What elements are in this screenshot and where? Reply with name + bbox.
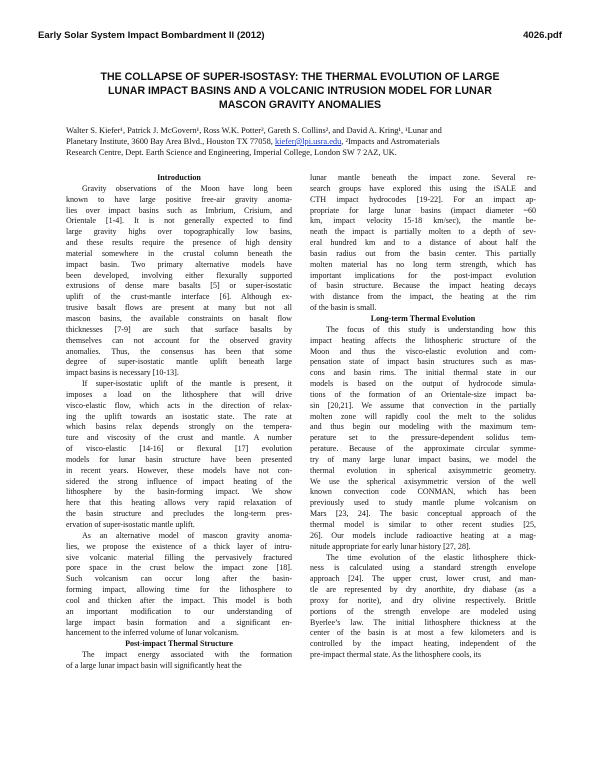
text-line: hancement to the inferred volume of lunar volcanism. bbox=[66, 628, 239, 638]
text-line: anomalies. Thus, the consensus has been that some bbox=[66, 346, 292, 356]
text-line: approach [24]. The upper crust, lower crust, and man- bbox=[310, 574, 536, 584]
author-line: Research Centre, Dept. Earth Science and Engineering, Imperial College, London SW 7 2AZ, UK. bbox=[66, 148, 397, 157]
text-line: lithosphere by the basin-forming impact. We show bbox=[66, 487, 292, 497]
abstract-number: 4026.pdf bbox=[523, 30, 562, 41]
text-line: 26]. Our models include radioactive heating at a mag- bbox=[310, 530, 536, 540]
text-line: impact basins is necessary [10-13]. bbox=[66, 368, 179, 378]
text-line: The focus of this study is understanding how this bbox=[326, 324, 536, 334]
text-line: basin radius out from the basin center. This partially bbox=[310, 248, 536, 258]
text-line: which basins relax depends strongly on the tempera- bbox=[66, 422, 292, 432]
text-line: As an alternative model of mascon gravity anoma- bbox=[82, 530, 292, 540]
text-line: We use the spherical axisymmetric version of the well bbox=[310, 476, 536, 486]
affiliation-text: Planetary Institute, 3600 Bay Area Blvd., Houston TX 77058, bbox=[66, 137, 275, 146]
text-line: Moon and thus the visco-elastic evolution and com- bbox=[310, 346, 536, 356]
text-line: cool and thicken after the impact. This model is both bbox=[66, 595, 292, 605]
text-line: been developed, involving either flexurally supported bbox=[66, 270, 292, 280]
text-line: thicknesses [7-9] are such that surface basalts by bbox=[66, 324, 292, 334]
text-line: here that this heating allows very rapid relaxation of bbox=[66, 498, 292, 508]
text-line: mascon basins, the available constraints on basalt flow bbox=[66, 313, 292, 323]
text-line: visco-elastic flow, which acts in the direction of relax- bbox=[66, 400, 292, 410]
text-line: pensation state of impact basin structures such as mas- bbox=[310, 357, 536, 367]
text-line: controlled by the impact heating, independent of the bbox=[310, 639, 536, 649]
text-line: nitude appropriate for early lunar history [27, 28]. bbox=[310, 541, 471, 551]
text-line: degree of super-isostatic mantle uplift beneath large bbox=[66, 357, 292, 367]
left-column bbox=[66, 173, 292, 672]
text-line: thermal model is similar to other recent studies [25, bbox=[310, 520, 536, 529]
page-header bbox=[38, 30, 562, 44]
text-line: extrusions of dense mare basalts [5] or super-isostatic bbox=[66, 281, 292, 291]
text-line: ervation of super-isostatic mantle uplift. bbox=[66, 520, 195, 529]
text-line: If super-isostatic uplift of the mantle is present, it bbox=[82, 379, 292, 389]
text-line: km, impact velocity 15-18 km/sec), the mantle be- bbox=[310, 216, 536, 226]
text-line: Mars [23, 24]. The basic conceptual approach of the bbox=[310, 509, 536, 519]
right-column bbox=[310, 173, 536, 661]
text-line: The time evolution of the elastic lithosphere thick- bbox=[326, 552, 536, 562]
text-line: cons and basin rims. The initial thermal state in our bbox=[310, 368, 536, 378]
text-line: tle are represented by dry anorthite, dry diabase (as a bbox=[310, 585, 536, 595]
section-heading: Introduction bbox=[157, 173, 201, 182]
text-line: molten material has no long term strength, which has bbox=[310, 259, 536, 269]
text-line: themselves can not account for the observed gravity bbox=[66, 335, 292, 345]
text-line: the basin structure and precludes the long-term pres- bbox=[66, 509, 292, 519]
text-line: ness is calculated using a standard strength envelope bbox=[310, 563, 536, 573]
text-line: lies, we propose the existence of a thick layer of intru- bbox=[66, 541, 292, 551]
text-line: important implications for the post-impact evolution bbox=[310, 270, 536, 280]
text-line: portions of the strength envelope are modeled using bbox=[310, 606, 536, 616]
section-heading: Post-impact Thermal Structure bbox=[125, 639, 233, 649]
text-line: and these results require the presence of high density bbox=[66, 238, 292, 248]
title-line: LUNAR IMPACT BASINS AND A VOLCANIC INTRUSION MODEL FOR LUNAR bbox=[108, 85, 492, 98]
text-line: forming impact, allowing time for the lithosphere to bbox=[66, 585, 292, 595]
text-line: perature. Because of the approximate circular symme- bbox=[310, 444, 536, 454]
text-line: previously used to study mantle plume volcanism on bbox=[310, 498, 536, 508]
text-line: sive volcanic material filling the pervasively fractured bbox=[66, 552, 292, 562]
text-line: molten zone will rapidly cool the melt to the solidus bbox=[310, 411, 536, 421]
conference-title: Early Solar System Impact Bombardment II (2012) bbox=[38, 30, 265, 41]
text-line: an important modification to our understanding of bbox=[66, 606, 292, 616]
text-line: uplift of the crust-mantle interface [6]. Although ex- bbox=[66, 292, 292, 302]
text-line: in recent years. However, these models have not con- bbox=[66, 465, 292, 475]
text-line: impact heating affects the lithospheric structure of the bbox=[310, 335, 536, 345]
text-line: pre-impact thermal state. As the lithosphere cools, its bbox=[310, 650, 481, 660]
text-line: lies over impact basins such as Imbrium, Crisium, and bbox=[66, 205, 292, 215]
text-line: propriate for large lunar basins (impact diameter ~60 bbox=[310, 205, 536, 215]
text-line: sidered the strong influence of impact heating of the bbox=[66, 476, 292, 486]
author-affiliations bbox=[66, 125, 544, 158]
text-line: perature set to the pressure-dependent solidus tem- bbox=[310, 433, 536, 443]
title-line: THE COLLAPSE OF SUPER-ISOSTASY: THE THERMAL EVOLUTION OF LARGE bbox=[100, 71, 500, 83]
text-line: Such volcanism can occur long after the basin- bbox=[66, 574, 292, 584]
text-line: ture and viscosity of the crust and mantle. A number bbox=[66, 433, 292, 443]
text-line: tions of the formation of an Orientale-size impact ba- bbox=[310, 389, 536, 399]
paper-title bbox=[58, 70, 542, 113]
text-line: thermal evolution in spherical axisymmetric geometry. bbox=[310, 465, 536, 475]
text-line: models for lunar basin structure have been presented bbox=[66, 454, 292, 464]
text-line: of visco-elastic [14-16] or flexural [17] evolution bbox=[66, 444, 292, 454]
text-line: neath the impact is partially molten to a depth of sev- bbox=[310, 227, 536, 237]
text-line: ing the uplift towards an isostatic state. The rate at bbox=[66, 411, 292, 421]
text-line: sin [20,21]. We assume that convection in the partially bbox=[310, 400, 536, 410]
text-line: of basin structure. Because the impact heating decays bbox=[310, 281, 536, 291]
text-line: Orientale [1-4]. It is not generally expected to find bbox=[66, 216, 292, 226]
text-line: and thus begin our modeling with the maximum tem- bbox=[310, 422, 536, 432]
text-line: large gravity highs over topographically low basins, bbox=[66, 227, 292, 237]
text-line: Byerlee’s law. The initial lithosphere thickness at the bbox=[310, 617, 536, 627]
text-line: of the basin is small. bbox=[310, 303, 377, 313]
text-line: lunar mantle beneath the impact zone. Several re- bbox=[310, 173, 536, 182]
text-line: search groups have explored this using the iSALE and bbox=[310, 183, 536, 193]
email-link[interactable]: kiefer@lpi.usra.edu bbox=[274, 137, 342, 146]
text-line: CTH impact hydrocodes [19-22]. For an impact ap- bbox=[310, 194, 536, 204]
text-line: of a large lunar impact basin will significantly heat the bbox=[66, 660, 242, 670]
text-line: eral hundred km and to a distance of about half the bbox=[310, 238, 536, 248]
title-line: MASCON GRAVITY ANOMALIES bbox=[218, 99, 382, 112]
text-line: proxy for norite), and dry olivine respectively. Brittle bbox=[310, 595, 536, 605]
text-line: try of many large lunar impact basins, we model the bbox=[310, 454, 536, 464]
text-line: models is based on the output of hydrocode simula- bbox=[310, 379, 536, 389]
text-line: impact basin. Two primary alternative models have bbox=[66, 259, 292, 269]
affiliation-text: , ²Impacts and Astromaterials bbox=[341, 137, 440, 146]
text-line: with distance from the impact, the heating at the rim bbox=[310, 292, 536, 302]
text-line: center of the basin is at most a few kilometers and is bbox=[310, 628, 536, 638]
section-heading: Long-term Thermal Evolution bbox=[370, 313, 476, 323]
author-line bbox=[66, 136, 544, 147]
text-line: imposes a load on the lithosphere that will drive bbox=[66, 389, 292, 399]
text-line: known convection code CONMAN, which has been bbox=[310, 487, 536, 497]
text-line: trusive basalt flows are present at many but not all bbox=[66, 303, 292, 313]
text-line: The impact energy associated with the formation bbox=[82, 650, 292, 660]
text-line: material somewhere in the crustal column beneath the bbox=[66, 248, 292, 258]
text-line: known to have large positive free-air gravity anoma- bbox=[66, 194, 292, 204]
text-line: pore space in the crust below the impact zone [18]. bbox=[66, 563, 292, 573]
text-line: Gravity observations of the Moon have long been bbox=[82, 183, 292, 193]
text-line: large impact basin formation and a significant en- bbox=[66, 617, 292, 627]
author-line: Walter S. Kiefer¹, Patrick J. McGovern¹, Ross W.K. Potter², Gareth S. Collins², and David A. Kring¹, ¹Lunar and bbox=[66, 126, 442, 135]
